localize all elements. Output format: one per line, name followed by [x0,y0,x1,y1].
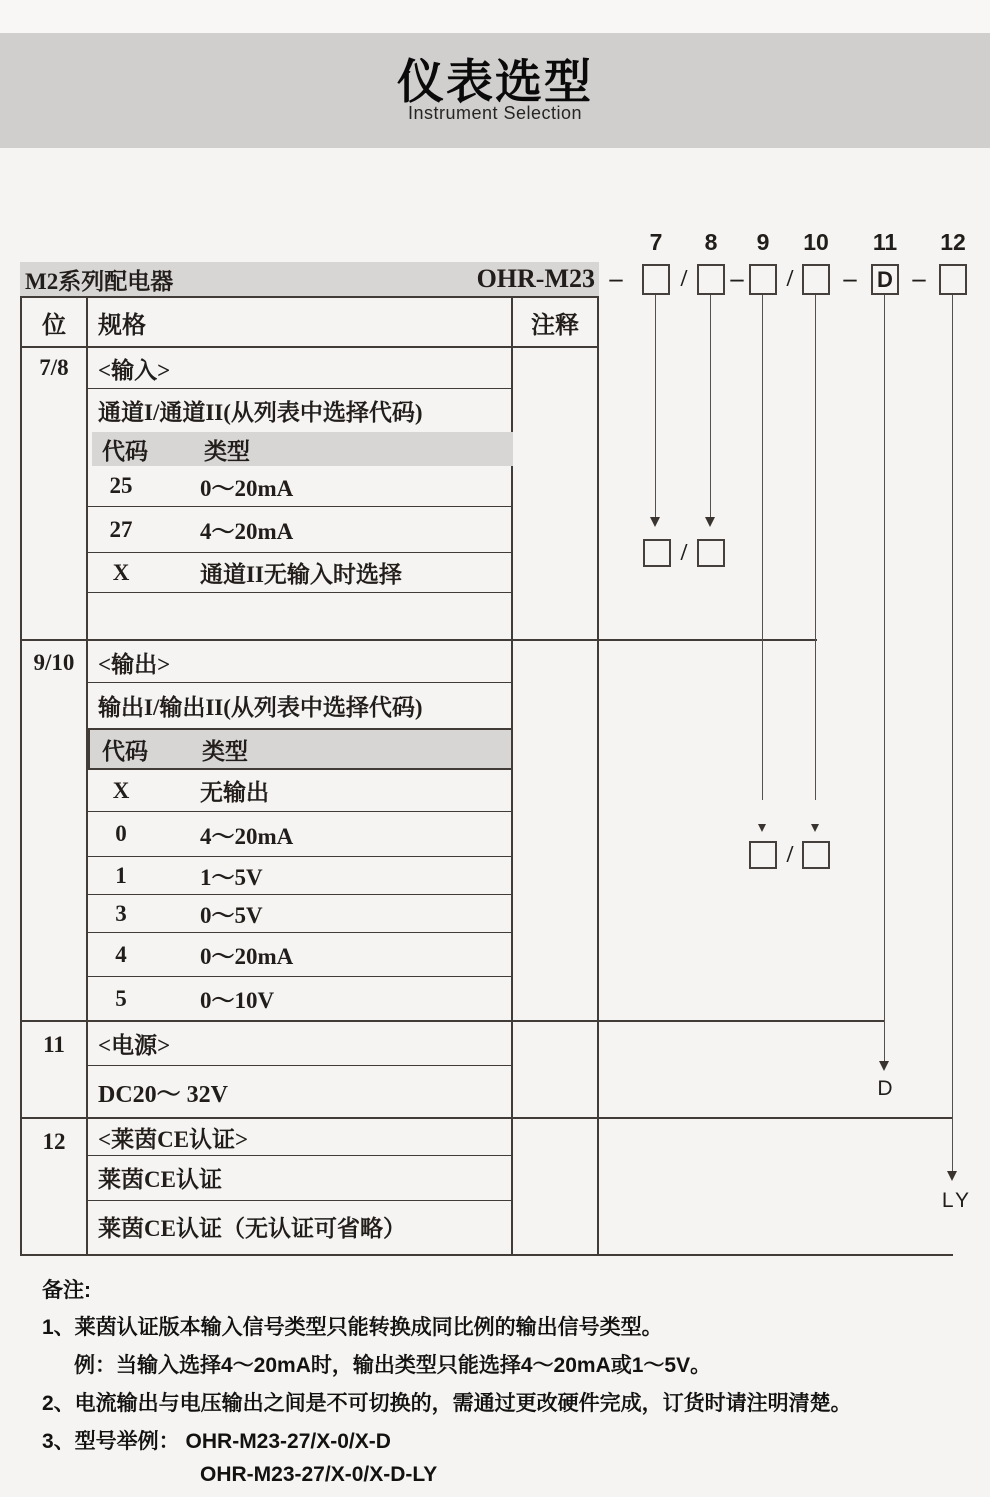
series-name: M2系列配电器 [25,268,174,294]
input-row-type: 通道II无输入时选择 [200,562,402,587]
input-col-type: 类型 [204,438,250,464]
output-col-type: 类型 [202,738,248,764]
output-row-code: 0 [115,821,127,846]
input-section-subtitle: 通道I/通道II(从列表中选择代码) [98,399,423,425]
input-row-type: 0～20mA [200,475,294,501]
position-label-8: 8 [704,228,718,255]
input-section-title: <输入> [98,357,171,383]
table-line-bottom [20,1254,953,1256]
arrow-down-10 [811,824,819,832]
output-section-title: <输出> [98,651,171,677]
output-row-code: 3 [115,900,127,926]
page-title: 仪表选型 [397,55,593,108]
note-item-3-label: 3、型号举例： [42,1430,180,1453]
model-dash: – [843,264,857,293]
model-code: OHR-M23 [476,264,595,293]
target-slash: / [786,841,794,868]
header-pos: 位 [42,312,66,339]
output-row-code: X [112,777,130,803]
input-target-box-2 [697,539,725,567]
row-line [88,592,512,593]
pos-label-9-10: 9/10 [33,650,75,675]
model-box-7 [642,264,670,295]
output-col-code: 代码 [102,738,148,764]
model-box-8 [697,264,725,295]
input-col-code: 代码 [102,438,148,464]
model-slash: / [786,265,794,292]
page-top-strip [0,0,990,33]
model-example-1: OHR-M23-27/X-0/X-D [185,1430,391,1453]
arrow-down-11 [879,1061,889,1071]
arrow-down-12 [947,1171,957,1181]
arrow-down-9 [758,824,766,832]
note-item-3 [42,1425,391,1455]
header-note: 注释 [531,312,579,339]
position-label-11: 11 [872,228,898,255]
model-dash: – [912,264,926,293]
pos-label-11: 11 [43,1032,65,1057]
output-target-box-1 [749,841,777,869]
output-row-code: 1 [115,862,127,888]
output-row-code: 5 [115,985,127,1011]
input-code-header [92,432,513,466]
model-box-11: D [871,264,899,295]
notes-heading: 备注: [42,1279,91,1302]
model-example-2: OHR-M23-27/X-0/X-D-LY [200,1463,438,1486]
connector-line-10 [815,295,816,800]
table-border-left [20,296,22,1256]
connector-line-7 [655,295,656,517]
arrow-down-8 [705,517,715,527]
arrow-down-7 [650,517,660,527]
note-item-2: 2、电流输出与电压输出之间是不可切换的，需通过更改硬件完成，订货时请注明清楚。 [42,1392,852,1415]
row-line [88,682,512,683]
model-dash: – [609,264,623,293]
model-dash: – [730,264,744,293]
connector-line-9 [762,295,763,800]
note-item-1-example: 例：当输入选择4～20mA时，输出类型只能选择4～20mA或1～5V。 [74,1354,712,1377]
output-section-subtitle: 输出I/输出II(从列表中选择代码) [98,695,423,720]
table-title-strip [20,262,599,296]
input-row-type: 4～20mA [200,519,294,544]
output-row-type: 0～5V [200,903,263,928]
output-row-type: 4～20mA [200,823,294,849]
connector-line-8 [710,295,711,517]
output-row-type: 1～5V [200,865,263,890]
ce-section-title: <莱茵CE认证> [98,1126,249,1152]
input-target-box-1 [643,539,671,567]
output-code-header [88,728,513,770]
power-target-label: D [877,1077,893,1100]
connector-line-11 [884,295,885,1061]
model-box-10 [802,264,830,295]
position-label-7: 7 [649,228,663,255]
output-row-type: 0～10V [200,988,275,1013]
target-slash: / [680,539,688,566]
pos-label-12: 12 [42,1129,66,1154]
input-row-code: X [112,559,130,585]
model-box-9 [749,264,777,295]
output-row-type: 无输出 [200,780,269,805]
header-spec: 规格 [98,312,146,339]
banner [0,33,990,148]
power-section-title: <电源> [98,1032,171,1058]
ce-target-label: LY [941,1189,973,1212]
table-border-right [597,296,599,1256]
model-slash: / [680,265,688,292]
model-box-12 [939,264,967,295]
input-row-code: 25 [109,473,133,498]
connector-line-12 [952,295,953,1171]
power-row-type: DC20～ 32V [98,1081,228,1108]
ce-row-type: 莱茵CE认证（无认证可省略） [98,1216,406,1241]
pos-label-7-8: 7/8 [39,355,69,380]
position-label-9: 9 [756,228,770,255]
output-row-type: 0～20mA [200,944,294,969]
output-row-code: 4 [115,941,127,967]
section-line-input-output [20,639,817,641]
output-target-box-2 [802,841,830,869]
input-row-code: 27 [109,516,133,542]
page-subtitle: Instrument Selection [407,103,583,123]
position-label-12: 12 [940,228,966,255]
position-label-10: 10 [803,228,829,255]
ce-row-type: 莱茵CE认证 [98,1167,222,1192]
note-item-1: 1、莱茵认证版本输入信号类型只能转换成同比例的输出信号类型。 [42,1316,663,1339]
